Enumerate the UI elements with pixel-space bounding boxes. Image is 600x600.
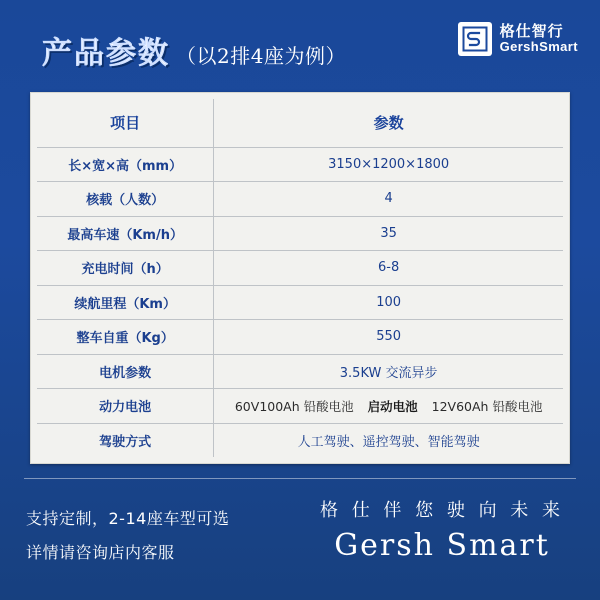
- brand-text: [500, 23, 578, 55]
- title-subtitle: （以2排4座为例）: [176, 44, 346, 68]
- column-header-item: 项目: [37, 99, 214, 147]
- footer-note-line2: 详情请咨询店内客服: [26, 543, 175, 562]
- row-label-driving-modes: 驾驶方式: [37, 423, 214, 457]
- table-row: [37, 320, 563, 355]
- row-value-battery: [214, 389, 563, 424]
- row-value-max-speed: 35: [214, 216, 563, 251]
- footer-slogan: [302, 496, 582, 563]
- brand-logo: [458, 22, 578, 56]
- header: [0, 0, 600, 90]
- table-row: [37, 216, 563, 251]
- footer-notes: [26, 502, 326, 570]
- table-row: [37, 182, 563, 217]
- table-row: [37, 285, 563, 320]
- slogan-en: Gersh Smart: [334, 528, 550, 563]
- table-row: [37, 423, 563, 457]
- table-header-row: [37, 99, 563, 147]
- row-value-range: 100: [214, 285, 563, 320]
- row-value-charge-time: 6-8: [214, 251, 563, 286]
- footer-note-line1: 支持定制，2-14座车型可选: [26, 509, 230, 528]
- row-value-curb-weight: 550: [214, 320, 563, 355]
- column-header-param: 参数: [214, 99, 563, 147]
- slogan-cn: 格 仕 伴 您 驶 向 未 来: [319, 500, 565, 521]
- spec-table: [37, 99, 563, 457]
- battery-value-group: [218, 397, 559, 415]
- table-row: [37, 251, 563, 286]
- row-label-capacity: 核载（人数）: [37, 182, 214, 217]
- row-label-range: 续航里程（Km）: [37, 285, 214, 320]
- spec-table-card: [30, 92, 570, 464]
- table-row: [37, 354, 563, 389]
- row-value-dimensions: 3150×1200×1800: [214, 147, 563, 182]
- battery-starter-label: 启动电池: [367, 398, 418, 414]
- gs-monogram-icon: [458, 22, 492, 56]
- row-label-motor: 电机参数: [37, 354, 214, 389]
- footer-divider: [24, 478, 576, 479]
- battery-main: 60V100Ah 铅酸电池: [234, 398, 354, 414]
- table-row: [37, 389, 563, 424]
- battery-starter: 12V60Ah 铅酸电池: [431, 398, 543, 414]
- row-value-driving-modes: 人工驾驶、遥控驾驶、智能驾驶: [297, 434, 480, 450]
- row-label-max-speed: 最高车速（Km/h）: [37, 216, 214, 251]
- row-value-capacity: 4: [214, 182, 563, 217]
- row-label-curb-weight: 整车自重（Kg）: [37, 320, 214, 355]
- title-main: 产品参数: [42, 36, 170, 71]
- row-label-charge-time: 充电时间（h）: [37, 251, 214, 286]
- brand-name-cn: 格仕智行: [499, 21, 564, 40]
- footer: [0, 470, 600, 600]
- row-label-battery: 动力电池: [37, 389, 214, 424]
- row-value-motor: 3.5KW 交流异步: [214, 354, 563, 389]
- page-title: [42, 28, 442, 72]
- brand-name-en: GershSmart: [499, 39, 578, 55]
- table-row: [37, 147, 563, 182]
- row-label-dimensions: 长×宽×高（mm）: [37, 147, 214, 182]
